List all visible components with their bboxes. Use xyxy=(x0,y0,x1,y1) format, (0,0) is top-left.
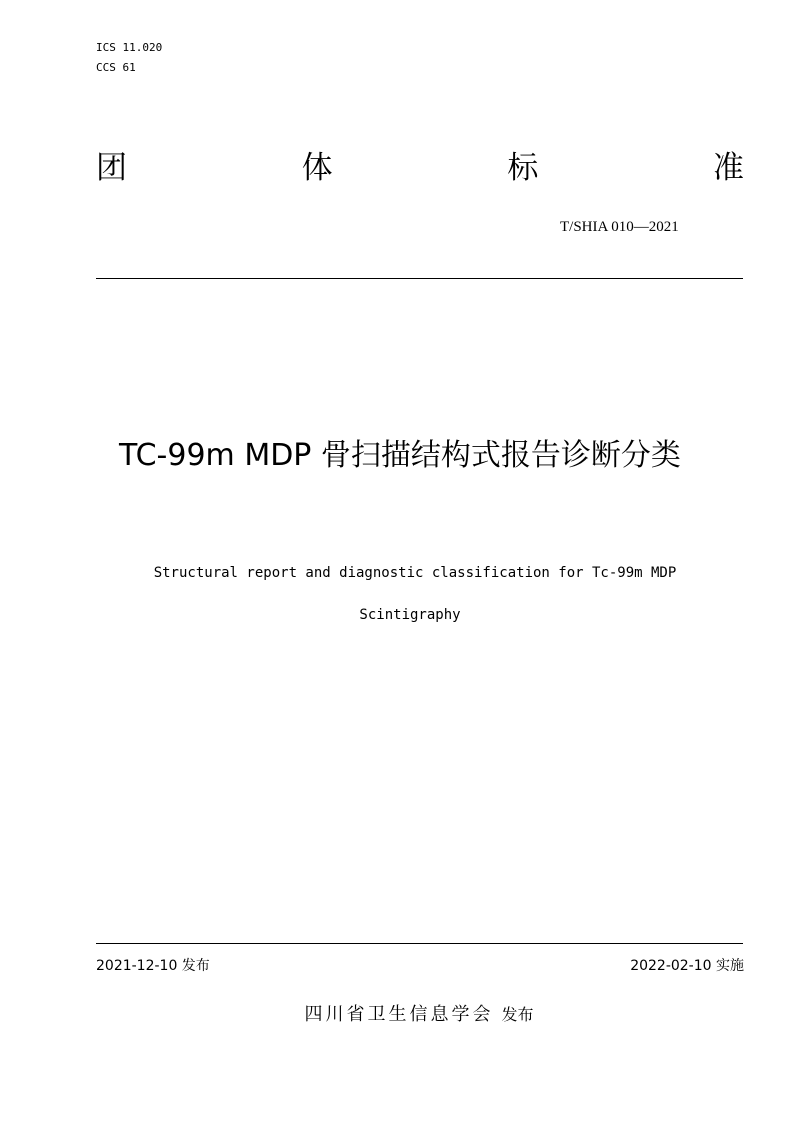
standard-number: T/SHIA 010—2021 xyxy=(560,219,679,235)
publisher-organization: 四川省卫生信息学会 xyxy=(304,1004,494,1025)
standard-type-heading xyxy=(96,146,744,190)
issue-date: 2021-12-10 发布 xyxy=(96,958,210,974)
publisher-line xyxy=(0,1002,800,1028)
ics-code: ICS 11.020 xyxy=(96,41,163,54)
ccs-code: CCS 61 xyxy=(96,61,136,74)
standard-type-char-3: 标 xyxy=(507,150,539,186)
standard-type-char-1: 团 xyxy=(96,150,127,186)
standard-type-char-2: 体 xyxy=(301,150,333,186)
document-title-english-line-2: Scintigraphy xyxy=(359,607,461,623)
top-divider xyxy=(96,278,743,279)
document-title-chinese: TC-99m MDP 骨扫描结构式报告诊断分类 xyxy=(119,438,681,473)
publisher-action: 发布 xyxy=(501,1005,534,1024)
document-title-english-line-1: Structural report and diagnostic classification for Tc-99m MDP xyxy=(153,565,677,581)
bottom-divider xyxy=(96,943,743,944)
standard-type-char-4: 准 xyxy=(712,150,744,186)
implementation-date: 2022-02-10 实施 xyxy=(630,958,744,974)
